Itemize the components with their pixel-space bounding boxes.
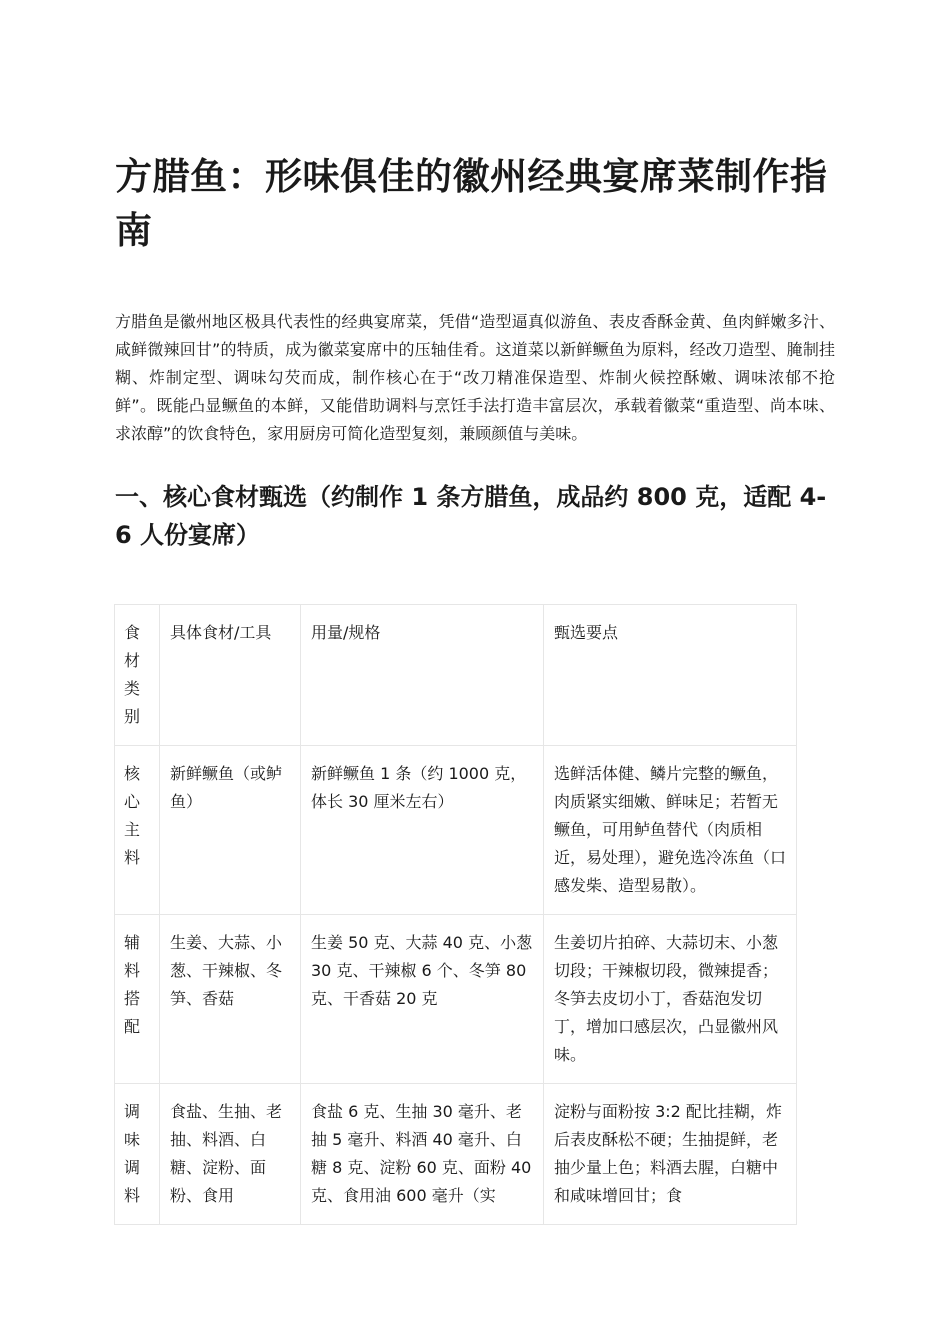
- header-category: 食材类别: [115, 605, 160, 746]
- table-row: [115, 1084, 797, 1225]
- table-row: [115, 746, 797, 915]
- cell-category: 核心主料: [115, 746, 160, 915]
- ingredients-table-container: [114, 604, 798, 1228]
- cell-category: 辅料搭配: [115, 915, 160, 1084]
- cell-amount: 生姜 50 克、大蒜 40 克、小葱 30 克、干辣椒 6 个、冬笋 80 克、干香菇 20 克: [301, 915, 544, 1084]
- section-heading-ingredients: 一、核心食材甄选（约制作 1 条方腊鱼，成品约 800 克，适配 4-6 人份宴席）: [115, 483, 827, 549]
- cell-notes: 选鲜活体健、鳞片完整的鳜鱼，肉质紧实细嫩、鲜味足；若暂无鳜鱼，可用鲈鱼替代（肉质相近，易处理），避免选冷冻鱼（口感发柴、造型易散）。: [544, 746, 797, 915]
- cell-notes: 淀粉与面粉按 3:2 配比挂糊，炸后表皮酥松不硬；生抽提鲜，老抽少量上色；料酒去腥，白糖中和咸味增回甘；食: [544, 1084, 797, 1225]
- header-notes: 甄选要点: [544, 605, 797, 746]
- cell-item: 生姜、大蒜、小葱、干辣椒、冬笋、香菇: [160, 915, 301, 1084]
- cell-category: 调味调料: [115, 1084, 160, 1225]
- cell-notes: 生姜切片拍碎、大蒜切末、小葱切段；干辣椒切段，微辣提香；冬笋去皮切小丁，香菇泡发切丁，增加口感层次，凸显徽州风味。: [544, 915, 797, 1084]
- table-row: [115, 915, 797, 1084]
- cell-item: 新鲜鳜鱼（或鲈鱼）: [160, 746, 301, 915]
- ingredients-table: [114, 604, 797, 1225]
- cell-amount: 新鲜鳜鱼 1 条（约 1000 克，体长 30 厘米左右）: [301, 746, 544, 915]
- cell-amount: 食盐 6 克、生抽 30 毫升、老抽 5 毫升、料酒 40 毫升、白糖 8 克、淀粉 60 克、面粉 40 克、食用油 600 毫升（实: [301, 1084, 544, 1225]
- page-title: 方腊鱼：形味俱佳的徽州经典宴席菜制作指南: [115, 155, 828, 252]
- intro-paragraph: 方腊鱼是徽州地区极具代表性的经典宴席菜，凭借“造型逼真似游鱼、表皮香酥金黄、鱼肉鲜嫩多汁、咸鲜微辣回甘”的特质，成为徽菜宴席中的压轴佳肴。这道菜以新鲜鳜鱼为原料，经改刀造型、腌制挂糊、炸制定型、调味勾芡而成，制作核心在于“改刀精准保造型、炸制火候控酥嫩、调味浓郁不抢鲜”。既能凸显鳜鱼的本鲜，又能借助调料与烹饪手法打造丰富层次，承载着徽菜“重造型、尚本味、求浓醇”的饮食特色，家用厨房可简化造型复刻，兼顾颜值与美味。: [115, 312, 835, 443]
- header-item: 具体食材/工具: [160, 605, 301, 746]
- document-page: [115, 150, 835, 554]
- table-header-row: [115, 605, 797, 746]
- header-amount: 用量/规格: [301, 605, 544, 746]
- cell-item: 食盐、生抽、老抽、料酒、白糖、淀粉、面粉、食用: [160, 1084, 301, 1225]
